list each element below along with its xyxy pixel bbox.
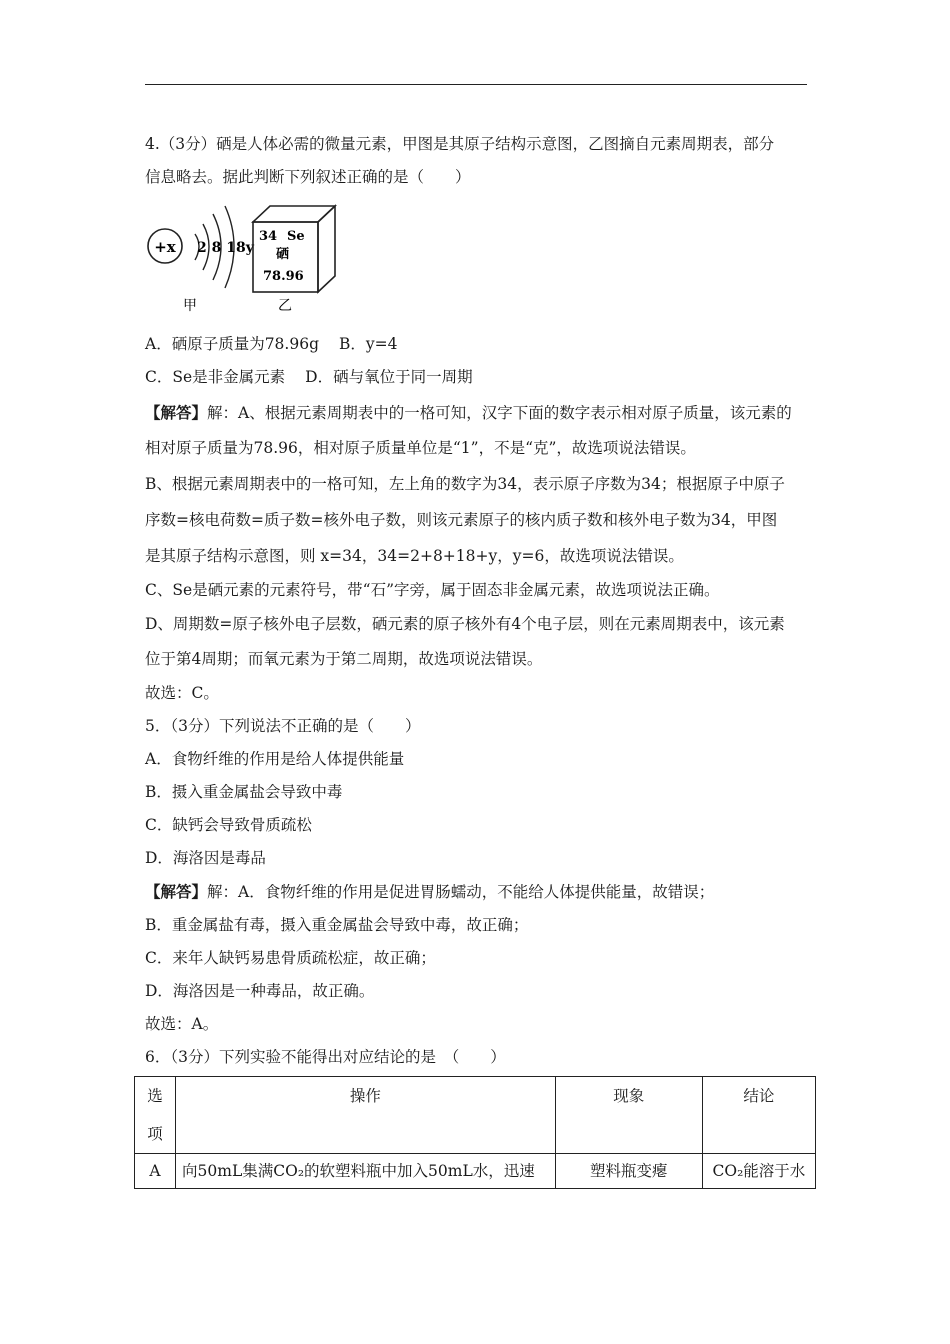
q5-option-a: A．食物纤维的作用是给人体提供能量 [145,750,405,768]
element-box-side [318,206,335,292]
row-a-phenomenon: 塑料瓶变瘪 [555,1154,702,1189]
q6-stem: 6．（3分）下列实验不能得出对应结论的是 （ ） [145,1048,506,1066]
q4-option-a: A．硒原子质量为78.96g [145,335,319,353]
q4-conclusion: 故选：C。 [145,684,219,702]
q4-options-ab [145,328,810,361]
element-name: 硒 [276,247,290,262]
q5-answer-line-4: D．海洛因是一种毒品，故正确。 [145,982,375,1000]
q4-stem-line2: 信息略去。据此判断下列叙述正确的是（ ） [145,168,471,186]
q4-figure [145,200,810,328]
document-body [145,128,810,1074]
header-phenomenon: 现象 [555,1077,702,1154]
element-box-top [253,206,335,222]
row-a-option: A [135,1154,176,1189]
q5-answer-text-1: 解：A．食物纤维的作用是促进胃肠蠕动，不能给人体提供能量，故错误； [207,883,715,901]
q4-answer-line-5: 是其原子结构示意图，则 x=34，34=2+8+18+y，y=6，故选项说法错误。 [145,547,684,565]
header-conclusion: 结论 [702,1077,815,1154]
atom-and-element-figure [145,200,385,328]
q5-answer-line-3: C．来年人缺钙易患骨质疏松症，故正确； [145,949,436,967]
q4-options-cd [145,361,810,394]
q4-answer-tag: 【解答】 [145,403,208,422]
q5-conclusion: 故选：A。 [145,1015,219,1033]
q4-answer-line-4: 序数=核电荷数=质子数=核外电子数，则该元素原子的核内质子数和核外电子数为34，甲图 [145,511,778,529]
q4-answer-line-3: B、根据元素周期表中的一格可知，左上角的数字为34，表示原子序数为34；根据原子中原子 [145,475,785,493]
element-atomic-number: 34 [259,229,278,244]
header-rule [145,84,807,85]
q4-answer-line-1 [145,396,810,430]
element-symbol: Se [287,229,305,244]
q4-option-b: B．y=4 [339,335,398,353]
label-jia: 甲 [183,298,197,314]
q5-option-d: D．海洛因是毒品 [145,849,266,867]
q4-stem-line1: 4.（3分）硒是人体必需的微量元素，甲图是其原子结构示意图，乙图摘自元素周期表，部分 [145,135,775,153]
q6-experiment-table [134,1076,816,1189]
header-option-char-1: 选 [147,1087,163,1105]
q4-option-c: C．Se是非金属元素 [145,368,286,386]
table-row [135,1154,816,1189]
row-a-conclusion: CO₂能溶于水 [702,1154,815,1189]
label-yi: 乙 [278,298,292,314]
q4-answer-line-7: D、周期数=原子核外电子层数，硒元素的原子核外有4个电子层，则在元素周期表中，该元素 [145,615,785,633]
q5-option-c: C．缺钙会导致骨质疏松 [145,816,312,834]
q4-option-d: D．硒与氧位于同一周期 [305,368,473,386]
header-operation: 操作 [176,1077,556,1154]
q5-option-b: B．摄入重金属盐会导致中毒 [145,783,343,801]
q5-answer-tag: 【解答】 [145,882,208,901]
q5-answer-line-1 [145,875,810,909]
q4-answer-text-1: 解：A、根据元素周期表中的一格可知，汉字下面的数字表示相对原子质量，该元素的 [207,404,792,422]
table-header-row [135,1077,816,1154]
q4-answer-line-6: C、Se是硒元素的元素符号，带“石”字旁，属于固态非金属元素，故选项说法正确。 [145,581,720,599]
element-atomic-mass: 78.96 [263,269,304,284]
header-option-cell [135,1077,176,1154]
q4-answer-line-2: 相对原子质量为78.96，相对原子质量单位是“1”，不是“克”，故选项说法错误。 [145,439,696,457]
nucleus-charge: +x [154,238,176,256]
header-option-char-2: 项 [147,1125,163,1143]
shell-electron-counts: 2 8 18y [197,240,254,256]
q4-answer-line-8: 位于第4周期；而氧元素为于第二周期，故选项说法错误。 [145,650,543,668]
q5-stem: 5．（3分）下列说法不正确的是（ ） [145,717,421,735]
row-a-operation: 向50mL集满CO₂的软塑料瓶中加入50mL水，迅速 [176,1154,556,1189]
q5-answer-line-2: B．重金属盐有毒，摄入重金属盐会导致中毒，故正确； [145,916,529,934]
